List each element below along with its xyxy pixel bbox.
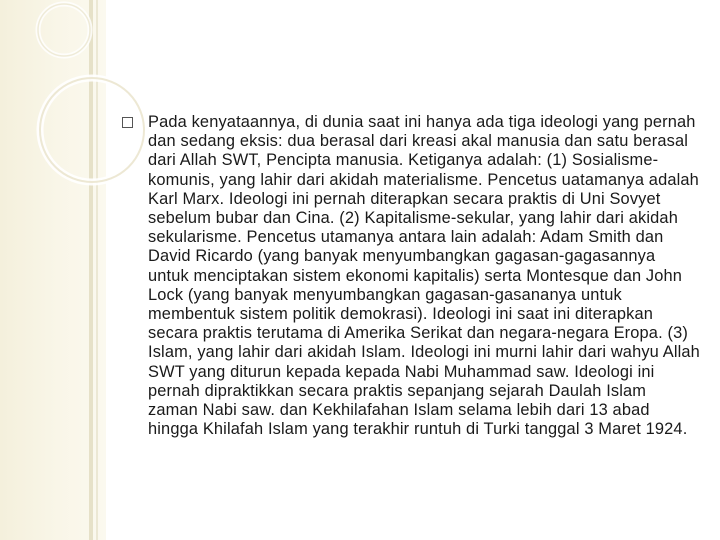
decorative-sidebar: [0, 0, 106, 540]
sidebar-stripe: [89, 0, 93, 540]
square-bullet-icon: [122, 117, 133, 128]
sidebar-stripe-thin: [96, 0, 98, 540]
slide-body: [122, 113, 700, 439]
bullet-item: [122, 113, 700, 439]
bullet-text: Pada kenyataannya, di dunia saat ini hanya ada tiga ideologi yang pernah dan sedang eksis: dua berasal dari kreasi akal manusia dan satu berasal dari Allah SWT, Pencipta manusia. Ketiganya adalah: (1) Sosialisme-komunis, yang lahir dari akidah materialisme. Pencetus uatamanya adalah Karl Marx. Ideologi ini pernah diterapkan secara praktis di Uni Sovyet sebelum bubar dan Cina. (2) Kapitalisme-sekular, yang lahir dari akidah sekularisme. Pencetus utamanya antara lain adalah: Adam Smith dan David Ricardo (yang banyak menyumbangkan gagasan-gagasannya untuk menciptakan sistem ekonomi kapitalis) serta Montesque dan John Lock (yang banyak menyumbangkan gagasan-gasananya untuk membentuk sistem politik demokrasi). Ideologi ini saat ini diterapkan secara praktis terutama di Amerika Serikat dan negara-negara Eropa. (3) Islam, yang lahir dari akidah Islam. Ideologi ini murni lahir dari wahyu Allah SWT yang diturun kepada kepada Nabi Muhammad saw. Ideologi ini pernah dipraktikkan secara praktis sepanjang sejarah Daulah Islam zaman Nabi saw. dan Kekhilafahan Islam selama lebih dari 13 abad hingga Khilafah Islam yang terakhir runtuh di Turki tanggal 3 Maret 1924.: [148, 113, 700, 439]
